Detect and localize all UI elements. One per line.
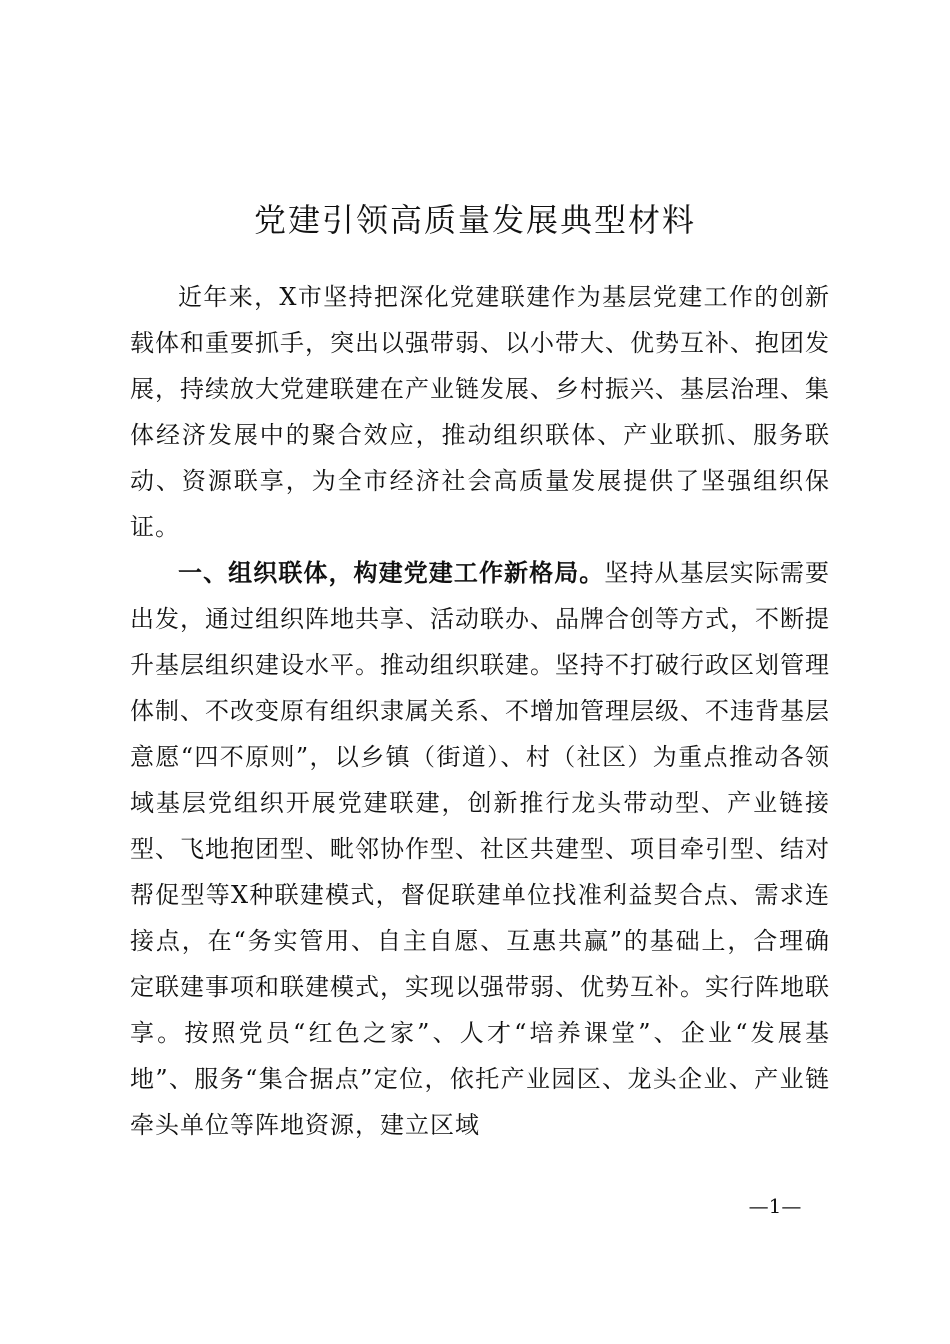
document-body [130,274,830,1148]
section-one-paragraph [130,550,830,1148]
section-one-text: 坚持从基层实际需要出发，通过组织阵地共享、活动联办、品牌合创等方式，不断提升基层组织建设水平。推动组织联建。坚持不打破行政区划管理体制、不改变原有组织隶属关系、不增加管理层级、不违背基层意愿“四不原则”，以乡镇（街道）、村（社区）为重点推动各领域基层党组织开展党建联建，创新推行龙头带动型、产业链接型、飞地抱团型、毗邻协作型、社区共建型、项目牵引型、结对帮促型等X种联建模式，督促联建单位找准利益契合点、需求连接点，在“务实管用、自主自愿、互惠共赢”的基础上，合理确定联建事项和联建模式，实现以强带弱、优势互补。实行阵地联享。按照党员“红色之家”、人才“培养课堂”、企业“发展基地”、服务“集合据点”定位，依托产业园区、龙头企业、产业链牵头单位等阵地资源，建立区域 [130,559,830,1139]
page-number: —1— [748,1194,802,1218]
intro-paragraph [130,274,830,550]
section-one-heading: 一、组织联体，构建党建工作新格局。 [178,558,605,587]
document-title: 党建引领高质量发展典型材料 [253,201,696,239]
intro-paragraph-text: 近年来，X市坚持把深化党建联建作为基层党建工作的创新载体和重要抓手，突出以强带弱、以小带大、优势互补、抱团发展，持续放大党建联建在产业链发展、乡村振兴、基层治理、集体经济发展中的聚合效应，推动组织联体、产业联抓、服务联动、资源联享，为全市经济社会高质量发展提供了坚强组织保证。 [130,283,830,541]
